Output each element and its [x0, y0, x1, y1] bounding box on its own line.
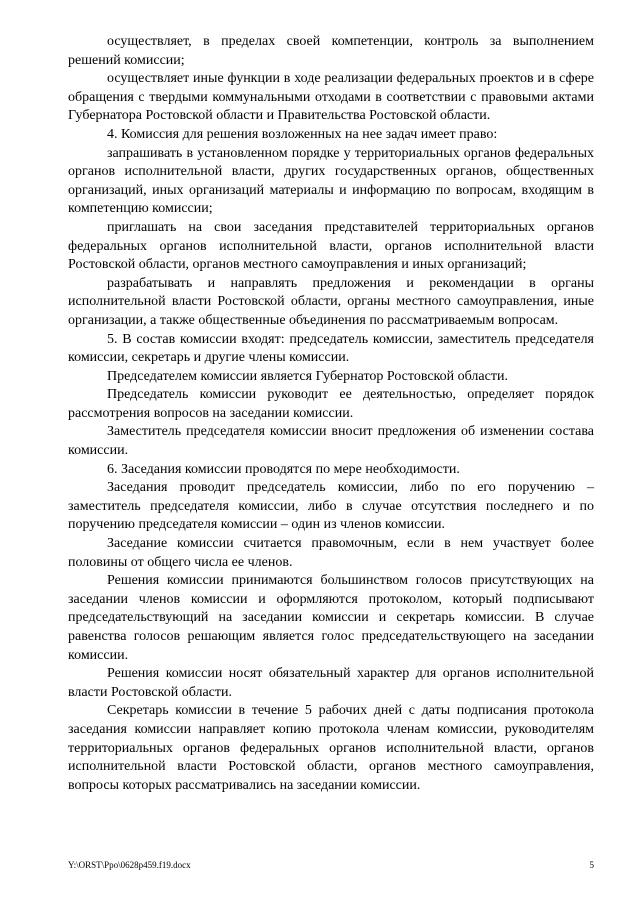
paragraph-section-4-rights: 4. Комиссия для решения возложенных на нее задач имеет право: [107, 126, 498, 142]
paragraph-other-functions: осуществляет иные функции в ходе реализации федеральных проектов и в сфере обращения с твердыми коммунальными отходами в соответствии с правовыми актами Губернатора Ростовской области и Правительства Ростовской области. [68, 71, 594, 124]
paragraph-deputy-chairman: Заместитель председателя комиссии вносит предложения об изменении состава комиссии. [68, 424, 594, 459]
paragraph-develop-proposals: разрабатывать и направлять предложения и рекомендации в органы исполнительной власти Ростовской области, органы местного самоуправления, иные организации, а также общественные объединения по рассматриваемым вопросам. [68, 275, 594, 328]
paragraph-chairman-duties: Председатель комиссии руководит ее деятельностью, определяет порядок рассмотрения вопросов на заседании комиссии. [68, 387, 594, 421]
paragraph-section-5-composition: 5. В состав комиссии входят: председатель комиссии, заместитель председателя комиссии, секретарь и другие члены комиссии. [68, 331, 594, 366]
footer-file-path: Y:\ORST\Ppo\0628p459.f19.docx [68, 860, 191, 870]
paragraph-control-decisions: осуществляет, в пределах своей компетенции, контроль за выполнением решений комиссии; [68, 34, 594, 68]
paragraph-secretary-duties: Секретарь комиссии в течение 5 рабочих дней с даты подписания протокола заседания комиссии направляет копию протокола членам комиссии, руководителям территориальных органов федеральных органов исполнительной власти, органов исполнительной власти Ростовской области, органов местного самоуправления, вопросы которых рассматривались на заседании комиссии. [68, 703, 594, 793]
paragraph-section-6-meetings: 6. Заседания комиссии проводятся по мере необходимости. [107, 461, 460, 477]
paragraph-quorum: Заседание комиссии считается правомочным, если в нем участвует более половины от общего числа ее членов. [68, 536, 594, 570]
paragraph-chairman: Председателем комиссии является Губернатор Ростовской области. [107, 368, 508, 384]
paragraph-decisions-voting: Решения комиссии принимаются большинством голосов присутствующих на заседании членов комиссии и оформляются протоколом, который подписывают председательствующий на заседании комиссии и секретарь комиссии. В случае равенства голосов решающим является голос председательствующего на заседании комиссии. [68, 573, 594, 663]
document-body [68, 33, 594, 795]
paragraph-request-materials: запрашивать в установленном порядке у территориальных органов федеральных органов исполнительной власти, других государственных органов, общественных организаций, иных организаций материалы и информацию по вопросам, входящим в компетенцию комиссии; [68, 145, 594, 217]
paragraph-decisions-binding: Решения комиссии носят обязательный характер для органов исполнительной власти Ростовской области. [68, 666, 594, 700]
page-number: 5 [589, 860, 594, 870]
paragraph-invite-representatives: приглашать на свои заседания представителей территориальных органов федеральных органов исполнительной власти, органов исполнительной власти Ростовской области, органов местного самоуправления и иных организаций; [68, 219, 594, 273]
paragraph-meeting-conduct: Заседания проводит председатель комиссии, либо по его поручению – заместитель председателя комиссии, либо в случае отсутствия последнего и по поручению председателя комиссии – один из членов комиссии. [68, 480, 594, 533]
